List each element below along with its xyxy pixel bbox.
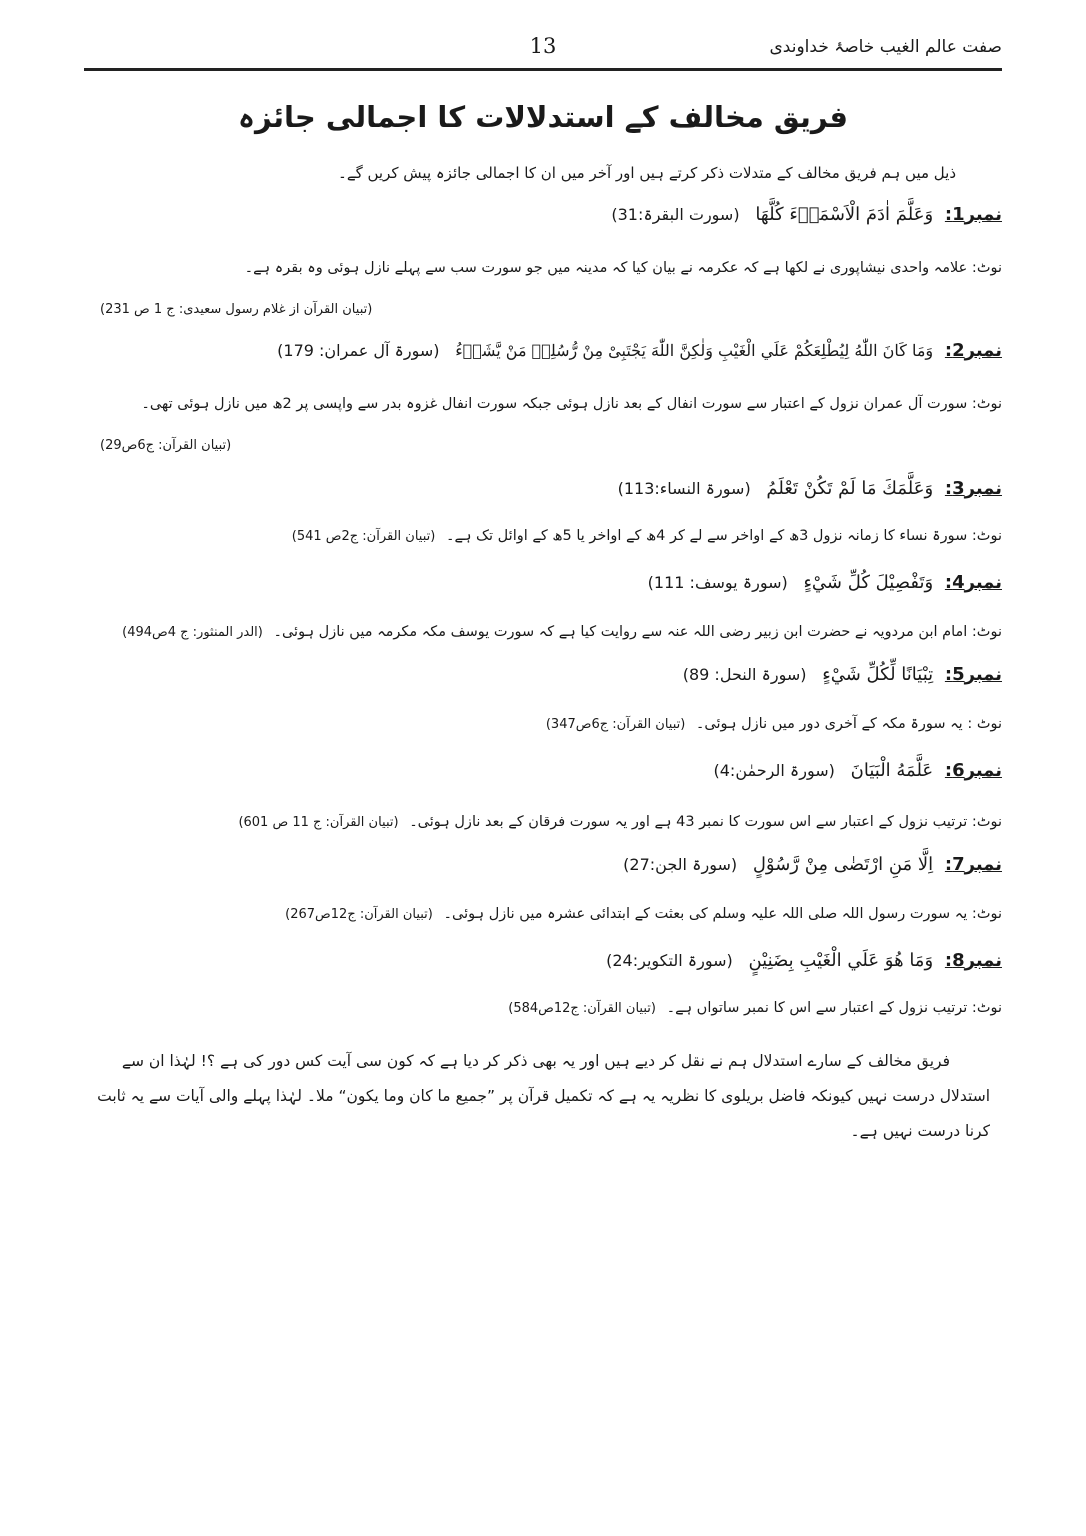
conclusion-line-3: کرنا درست نہیں ہے۔ — [850, 1122, 990, 1140]
source-reference: (تبیان القرآن: ج6ص347) — [545, 717, 686, 732]
surah-reference: (سورۃ التکویر:24) — [606, 951, 733, 970]
ayah-line — [648, 572, 1002, 593]
source-reference: (تبیان القرآن: ج2ص 541) — [291, 529, 436, 544]
entry-number: نمبر4: — [944, 572, 1002, 593]
entry-number: نمبر3: — [944, 478, 1002, 499]
source-reference: (تبیان القرآن: ج6ص29) — [100, 438, 232, 453]
note-body: نوٹ: ترتیب نزول کے اعتبار سے اس سورت کا نمبر 43 ہے اور یہ سورت فرقان کے بعد نازل ہوئی۔ — [409, 814, 1002, 830]
conclusion-line-2: استدلال درست نہیں کیونکہ فاضل بریلوی کا نظریہ یہ ہے کہ تکمیل قرآن پر ”جمیع ما کان وما یکون“ ملا۔ لہٰذا پہلے والی آیات سے یہ ثابت — [97, 1087, 990, 1105]
page-title: فریق مخالف کے استدلالات کا اجمالی جائزہ — [238, 100, 848, 134]
surah-reference: (سورۃ الجن:27) — [623, 855, 738, 874]
ayah-text: وَعَلَّمَ اٰدَمَ الْاَسْمَاۗءَ كُلَّهَا — [755, 204, 934, 225]
ayah-line — [606, 950, 1002, 971]
page-number: 13 — [529, 34, 557, 58]
note-text: نوٹ: علامہ واحدی نیشاپوری نے لکھا ہے کہ عکرمہ نے بیان کیا کہ مدینہ میں جو سورت سب سے پہلے نازل ہوئی وہ بقرہ ہے۔ — [244, 260, 1002, 276]
note-text — [292, 528, 1002, 544]
conclusion-paragraph — [96, 1044, 990, 1149]
ayah-text: عَلَّمَهُ الْبَيَانَ — [850, 760, 934, 781]
source-reference: (الدر المنثور: ج 4ص494) — [122, 625, 263, 640]
note-body: نوٹ: سورۃ نساء کا زمانہ نزول 3ھ کے اواخر سے لے کر 4ھ کے اواخر یا 5ھ کے اوائل تک ہے۔ — [445, 528, 1002, 544]
source-reference: (تبیان القرآن: ج12ص584) — [508, 1001, 656, 1016]
surah-reference: (سورۃ آل عمران: 179) — [277, 341, 440, 360]
surah-reference: (سورۃ الرحمٰن:4) — [713, 761, 835, 780]
entry-number: نمبر1: — [944, 204, 1002, 225]
entry-number: نمبر2: — [944, 340, 1002, 361]
note-text — [546, 716, 1002, 732]
note-text — [508, 1000, 1002, 1016]
ayah-line — [683, 664, 1002, 685]
ayah-line — [713, 760, 1002, 781]
entry-number: نمبر5: — [944, 664, 1002, 685]
ayah-text: وَمَا هُوَ عَلَي الْغَيْبِ بِضَنِيْنٍ — [748, 950, 934, 971]
page-header — [84, 30, 1002, 66]
ayah-text: تِبْيَانًا لِّكُلِّ شَيْءٍ — [822, 664, 934, 685]
note-body: نوٹ : یہ سورۃ مکہ کے آخری دور میں نازل ہوئی۔ — [695, 716, 1002, 732]
ayah-line — [611, 204, 1002, 225]
surah-reference: (سورۃ یوسف: 111) — [647, 573, 788, 592]
ayah-text: وَمَا كَانَ اللّٰهُ لِيُطْلِعَكُمْ عَلَي الْغَيْبِ وَلٰكِنَّ اللّٰهَ يَجْتَبِىْ مِنْ رُّسُلِهٖ مَنْ يَّشَاۗءُ — [455, 341, 934, 360]
note-text: نوٹ: سورت آل عمران نزول کے اعتبار سے سورت انفال کے بعد نازل ہوئی جبکہ سورت انفال غزوہ بدر سے واپسی پر 2ھ میں نازل ہوئی تھی۔ — [141, 396, 1002, 412]
intro-paragraph: ذیل میں ہم فریق مخالف کے متدلات ذکر کرتے ہیں اور آخر میں ان کا اجمالی جائزہ پیش کریں گے۔ — [338, 164, 956, 182]
conclusion-line-1: فریق مخالف کے سارے استدلال ہم نے نقل کر دیے ہیں اور یہ بھی ذکر کر دیا ہے کہ کون سی آیت کس دور کی ہے ؟! لہٰذا ان سے — [121, 1052, 950, 1070]
ayah-line — [618, 478, 1002, 499]
entry-number: نمبر7: — [944, 854, 1002, 875]
note-body: نوٹ: امام ابن مردویہ نے حضرت ابن زبیر رضی اللہ عنہ سے روایت کیا ہے کہ سورت یوسف مکہ مکرمہ میں نازل ہوئی۔ — [273, 624, 1002, 640]
running-title: صفت عالم الغیب خاصۂ خداوندی — [769, 37, 1002, 57]
entry-number: نمبر8: — [944, 950, 1002, 971]
source-reference: (تبیان القرآن: ج12ص267) — [285, 907, 433, 922]
ayah-text: وَعَلَّمَكَ مَا لَمْ تَكُنْ تَعْلَمُ — [766, 478, 934, 499]
surah-reference: (سورۃ النحل: 89) — [682, 665, 807, 684]
surah-reference: (سورۃ النساء:113) — [617, 479, 751, 498]
note-text — [238, 814, 1002, 830]
ayah-text: وَتَفْصِيْلَ كُلِّ شَيْءٍ — [803, 572, 934, 593]
note-text — [285, 906, 1002, 922]
surah-reference: (سورت البقرۃ:31) — [611, 205, 740, 224]
source-reference: (تبیان القرآن: ج 11 ص 601) — [238, 815, 399, 830]
entry-number: نمبر6: — [944, 760, 1002, 781]
note-text — [84, 624, 1002, 640]
ayah-line — [277, 340, 1002, 361]
note-body: نوٹ: یہ سورت رسول اللہ صلی اللہ علیہ وسلم کی بعثت کے ابتدائی عشرہ میں نازل ہوئی۔ — [443, 906, 1002, 922]
header-rule — [84, 68, 1002, 71]
source-reference: (تبیان القرآن از غلام رسول سعیدی: ج 1 ص 231) — [100, 302, 373, 317]
note-body: نوٹ: ترتیب نزول کے اعتبار سے اس کا نمبر ساتواں ہے۔ — [666, 1000, 1002, 1016]
ayah-line — [623, 854, 1002, 875]
ayah-text: اِلَّا مَنِ ارْتَضٰى مِنْ رَّسُوْلٍ — [752, 854, 934, 875]
